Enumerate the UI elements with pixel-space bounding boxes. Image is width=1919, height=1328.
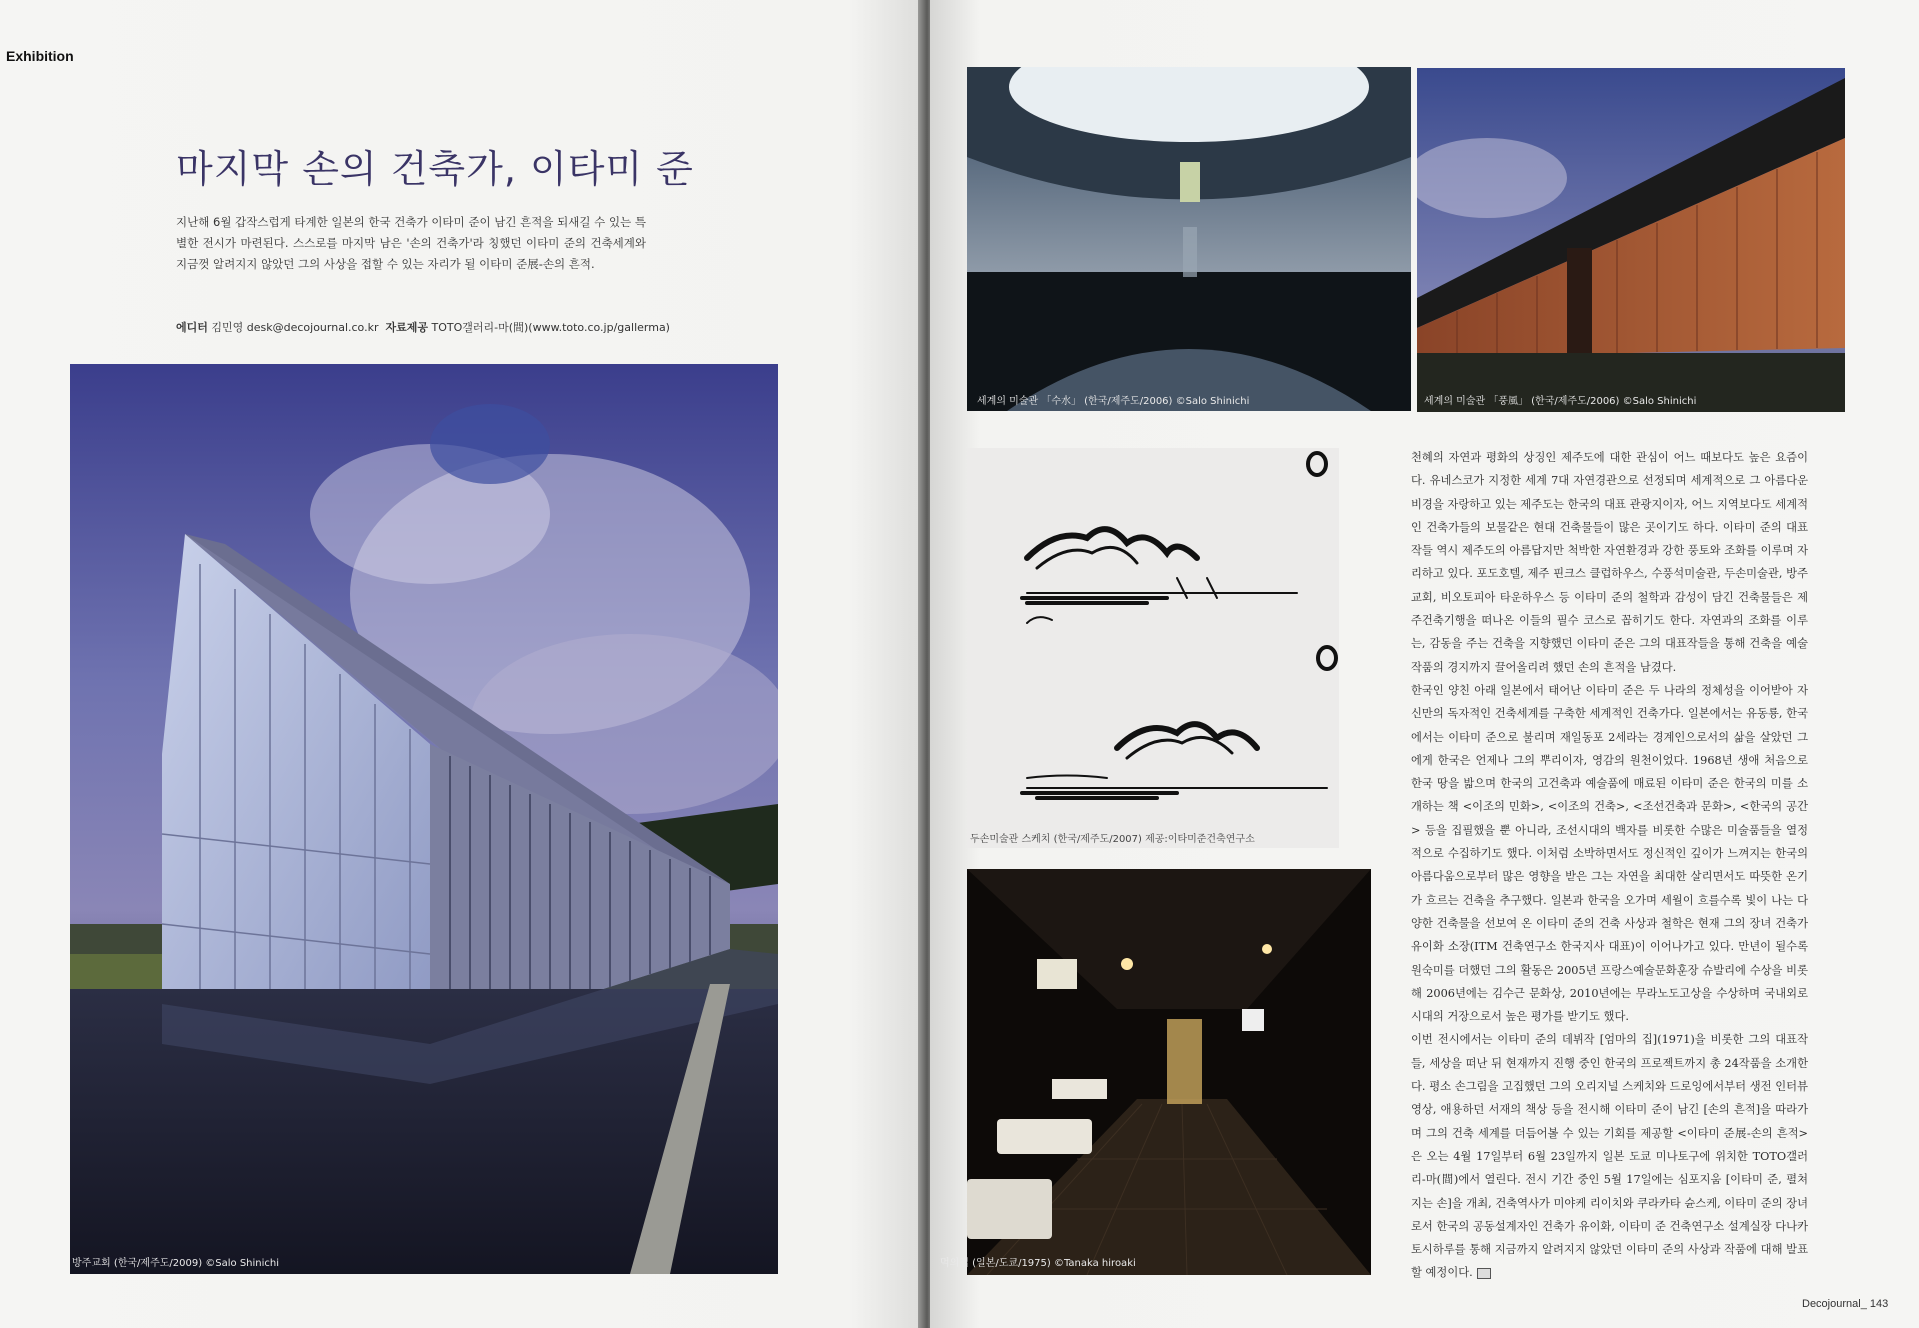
source-label: 자료제공 xyxy=(385,321,428,334)
editor-value: 김민영 desk@decojournal.co.kr xyxy=(211,321,379,334)
page-folio: Decojournal_ 143 xyxy=(1802,1298,1889,1310)
church-photo-caption: 방주교회 (한국/제주도/2009) ©Salo Shinichi xyxy=(72,1258,280,1269)
editor-label: 에디터 xyxy=(176,321,208,334)
interior-photo xyxy=(967,869,1371,1275)
body-paragraph-text: 이번 전시에서는 이타미 준의 데뷔작 [엄마의 집](1971)을 비롯한 그의 대표작들, 세상을 떠난 뒤 현재까지 진행 중인 한국의 프로젝트까지 총 24작품을 소개한다. 평소 손그림을 고집했던 그의 오리지널 스케치와 드로잉에서부터 생전 인터뷰 영상, 애용하던 서재의 책상 등을 전시해 이타미 준이 남긴 [손의 흔적]을 따라가며 그의 건축 세계를 더듬어볼 수 있는 기회를 제공할 <이타미 준展-손의 흔적>은 오는 4월 17일부터 6월 23일까지 일본 도쿄 미나토구에 위치한 TOTO갤러리-마(間)에서 열린다. 전시 기간 중인 5월 17일에는 심포지움 [이타미 준, 펼쳐지는 손]을 개최, 건축역사가 미야케 리이치와 쿠라카타 슌스케, 이타미 준의 장녀로서 한국의 공동설계자인 건축가 유이화, 이타미 준 건축연구소 설계실장 다나카 토시하루를 통해 지금까지 알려지지 않았던 이타미 준의 사상과 작품에 대해 발표할 예정이다. xyxy=(1411,1033,1808,1280)
sketch-caption: 두손미술관 스케치 (한국/제주도/2007) 제공:이타미준건축연구소 xyxy=(970,834,1255,845)
water-museum-photo xyxy=(967,67,1411,411)
left-page xyxy=(0,0,925,1328)
wind-museum-caption: 세계의 미술관 「풍風」 (한국/제주도/2006) ©Salo Shinichi xyxy=(1424,396,1697,407)
museum-sketch-image xyxy=(967,448,1339,848)
article-body xyxy=(1411,446,1808,1285)
wind-museum-image xyxy=(1417,68,1845,412)
wind-museum-photo xyxy=(1417,68,1845,412)
interior-photo-image xyxy=(967,869,1371,1275)
source-value: TOTO갤러리-마(間)(www.toto.co.jp/gallerma) xyxy=(431,321,670,334)
article-credit xyxy=(176,319,670,335)
interior-caption: 먹의집 (일본/도쿄/1975) ©Tanaka hiroaki xyxy=(940,1258,1136,1269)
church-photo-image xyxy=(70,364,778,1274)
article-lead: 지난해 6월 갑작스럽게 타계한 일본의 한국 건축가 이타미 준이 남긴 흔적을 되새길 수 있는 특별한 전시가 마련된다. 스스로를 마지막 남은 '손의 건축가'라 칭했던 이타미 준의 건축세계와 지금껏 알려지지 않았던 그의 사상을 접할 수 있는 자리가 될 이타미 준展-손의 흔적. xyxy=(176,215,646,271)
body-paragraph xyxy=(1411,1028,1808,1284)
section-label: Exhibition xyxy=(6,48,74,64)
body-paragraph: 한국인 양친 아래 일본에서 태어난 이타미 준은 두 나라의 정체성을 이어받아 자신만의 독자적인 건축세계를 구축한 세계적인 건축가다. 일본에서는 유동룡, 한국에서는 이타미 준으로 불리며 재일동포 2세라는 경계인으로서의 삶을 살았던 그에게 한국은 언제나 그의 뿌리이자, 영감의 원천이었다. 1968년 생애 처음으로 한국 땅을 밟으며 한국의 고건축과 예술품에 매료된 이타미 준은 한국의 미를 소개하는 책 <이조의 민화>, <이조의 건축>, <조선건축과 문화>, <한국의 공간> 등을 집필했을 뿐 아니라, 조선시대의 백자를 비롯한 수많은 미술품들을 열정적으로 수집하기도 했다. 이처럼 소박하면서도 정신적인 깊이가 느껴지는 한국의 아름다움으로부터 많은 영향을 받은 그는 자연을 최대한 살리면서도 따뜻한 온기가 흐르는 건축을 추구했다. 일본과 한국을 오가며 세월이 흐를수록 빛이 나는 다양한 건축물을 선보여 온 이타미 준의 건축 사상과 철학은 현재 그의 장녀 건축가 유이화 소장(ITM 건축연구소 한국지사 대표)이 이어나가고 있다. 만년이 될수록 원숙미를 더했던 그의 활동은 2005년 프랑스예술문화훈장 슈발리에 수상을 비롯해 2006년에는 김수근 문화상, 2010년에는 무라노도고상을 수상하며 국내외로 시대의 거장으로서 높은 평가를 받기도 했다. xyxy=(1411,683,1808,1024)
article-title: 마지막 손의 건축가, 이타미 준 xyxy=(176,147,694,191)
body-paragraph: 천혜의 자연과 평화의 상징인 제주도에 대한 관심이 어느 때보다도 높은 요즘이다. 유네스코가 지정한 세계 7대 자연경관으로 선정되며 세계적으로 그 아름다운 비경을 자랑하고 있는 제주도는 한국의 대표 관광지이자, 어느 지역보다도 세계적인 건축가들의 보물같은 현대 건축물들이 많은 곳이기도 하다. 이타미 준의 대표작들 역시 제주도의 아름답지만 척박한 자연환경과 강한 풍토와 조화를 이루며 자리하고 있다. 포도호텔, 제주 핀크스 클럽하우스, 수풍석미술관, 두손미술관, 방주교회, 비오토피아 타운하우스 등 이타미 준의 철학과 감성이 담긴 건축물들은 제주건축기행을 떠나온 이들의 필수 코스로 꼽히기도 한다. 자연과의 조화를 이루는, 감동을 주는 건축을 지향했던 이타미 준은 그의 대표작들을 통해 건축을 예술작품의 경지까지 끌어올리려 했던 손의 흔적을 남겼다. xyxy=(1411,451,1808,674)
museum-sketch xyxy=(967,448,1339,848)
water-museum-caption: 세계의 미술관 「수水」 (한국/제주도/2006) ©Salo Shinichi xyxy=(977,396,1250,407)
water-museum-image xyxy=(967,67,1411,411)
end-mark-icon xyxy=(1477,1268,1491,1279)
church-photo xyxy=(70,364,778,1274)
